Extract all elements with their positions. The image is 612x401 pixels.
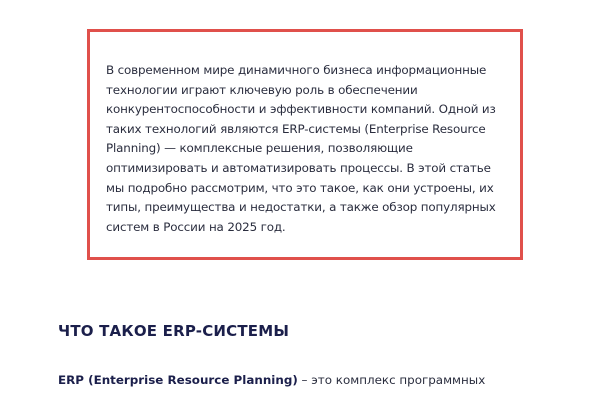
intro-line: систем в России на 2025 год. xyxy=(106,219,286,234)
definition-text: – это комплекс программных xyxy=(297,373,486,387)
intro-line: мы подробно рассмотрим, что это такое, как они устроены, их xyxy=(106,180,494,195)
section-heading: ЧТО ТАКОЕ ERP-СИСТЕМЫ xyxy=(58,322,290,340)
definition-paragraph xyxy=(58,371,485,391)
intro-line: конкурентоспособности и эффективности компаний. Одной из xyxy=(106,102,496,117)
intro-line: технологии играют ключевую роль в обеспечении xyxy=(106,82,418,97)
intro-paragraph xyxy=(106,61,516,237)
intro-line: Planning) — комплексные решения, позволяющие xyxy=(106,141,413,156)
definition-term: ERP (Enterprise Resource Planning) xyxy=(58,373,298,387)
intro-line: типы, преимущества и недостатки, а также обзор популярных xyxy=(106,200,496,215)
intro-line: В современном мире динамичного бизнеса информационные xyxy=(106,63,487,77)
intro-line: таких технологий являются ERP-системы (Enterprise Resource xyxy=(106,121,486,136)
intro-callout-box xyxy=(87,29,523,260)
intro-line: оптимизировать и автоматизировать процессы. В этой статье xyxy=(106,160,491,175)
